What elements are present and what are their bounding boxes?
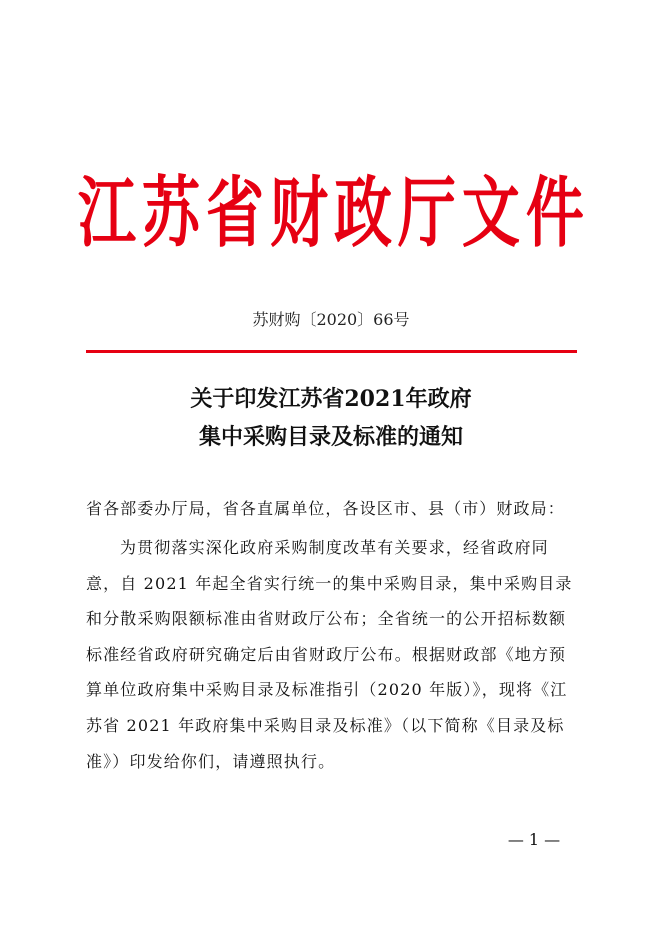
body-paragraph <box>86 530 586 779</box>
body-line: 为贯彻落实深化政府采购制度改革有关要求，经省政府同 <box>120 538 549 557</box>
masthead-char: 苏 <box>141 168 200 258</box>
masthead-char: 财 <box>269 168 328 258</box>
masthead-title <box>78 168 584 258</box>
title-line-2: 集中采购目录及标准的通知 <box>198 424 463 450</box>
masthead-char: 件 <box>525 168 584 258</box>
document-number: 苏财购〔2020〕66号 <box>252 310 410 329</box>
document-title <box>0 380 662 456</box>
masthead-char: 江 <box>78 168 137 258</box>
masthead-char: 厅 <box>397 168 456 258</box>
title-line-1: 关于印发江苏省2021年政府 <box>190 386 472 412</box>
page-number: — 1 — <box>507 830 561 849</box>
masthead-char: 文 <box>461 168 520 258</box>
body-line: 意，自 2021 年起全省实行统一的集中采购目录，集中采购目录 <box>86 573 573 593</box>
body-line: 和分散采购限额标准由省财政厅公布；全省统一的公开招标数额 <box>86 609 567 629</box>
addressee-line: 省各部委办厅局，省各直属单位，各设区市、县（市）财政局： <box>86 499 565 518</box>
body-line: 苏省 2021 年政府集中采购目录及标准》（以下简称《目录及标 <box>86 715 565 735</box>
masthead-char: 省 <box>205 168 264 258</box>
body-line: 标准经省政府研究确定后由省财政厅公布。根据财政部《地方预 <box>86 644 567 664</box>
body-line: 准》）印发给你们，请遵照执行。 <box>86 751 336 771</box>
body-line: 算单位政府集中采购目录及标准指引（2020 年版）》，现将《江 <box>86 680 568 700</box>
red-separator-line <box>86 350 577 353</box>
masthead-char: 政 <box>333 168 392 258</box>
